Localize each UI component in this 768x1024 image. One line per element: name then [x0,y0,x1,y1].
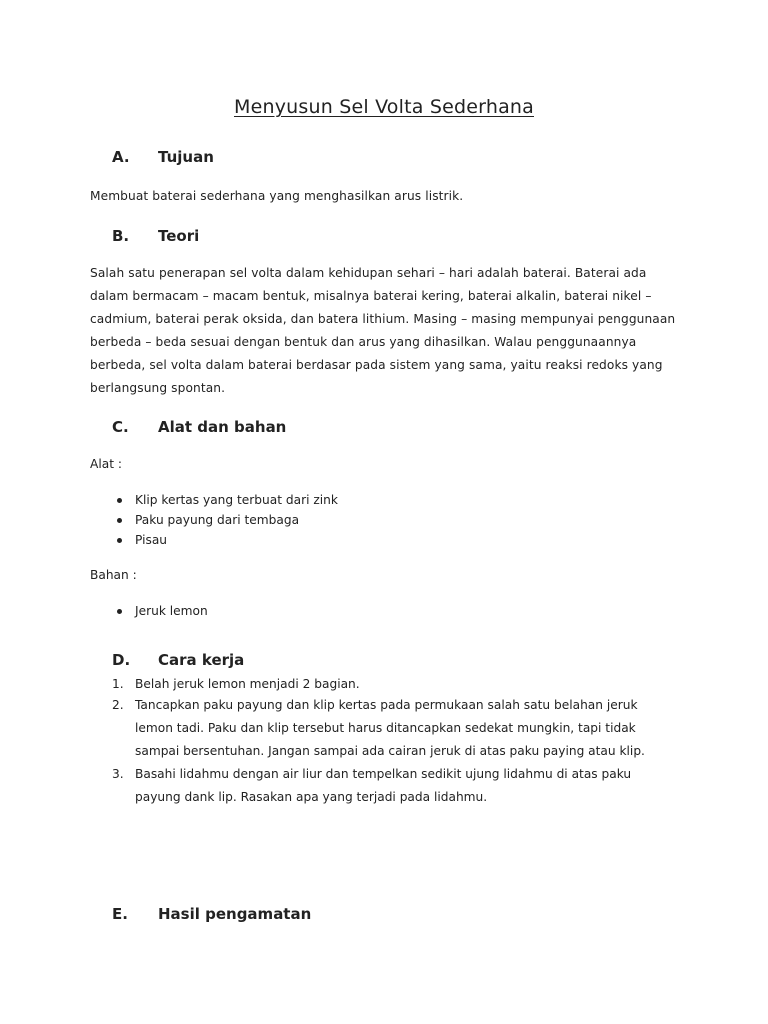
paragraph-line: berbeda, sel volta dalam baterai berdasar pada sistem yang sama, yaitu reaksi redoks yang [90,358,663,372]
list-item [90,601,208,621]
paragraph-line: Membuat baterai sederhana yang menghasilkan arus listrik. [90,189,464,203]
section-title: Alat dan bahan [158,418,287,436]
bahan-list [90,601,208,621]
section-title: Hasil pengamatan [158,905,312,923]
section-letter: E. [112,905,128,923]
bullet-icon [117,518,122,523]
bullet-icon [117,609,122,614]
section-letter: C. [112,418,129,436]
section-title: Teori [158,227,200,245]
step-item [90,674,645,694]
section-letter: D. [112,651,131,669]
section-heading-teori [112,227,199,245]
list-item [90,530,338,550]
list-item-text: Pisau [135,533,168,547]
step-number: 2. [112,698,124,712]
step-line: payung dank lip. Rasakan apa yang terjadi pada lidahmu. [135,790,488,804]
step-line: Basahi lidahmu dengan air liur dan tempelkan sedikit ujung lidahmu di atas paku [135,767,632,781]
section-heading-cara-kerja [112,651,244,669]
document-title-text: Menyusun Sel Volta Sederhana [233,96,534,118]
paragraph-line: cadmium, baterai perak oksida, dan batera lithium. Masing – masing mempunyai penggunaan [90,312,676,326]
paragraph-line: dalam bermacam – macam bentuk, misalnya baterai kering, baterai alkalin, baterai nikel – [90,289,652,303]
section-letter: B. [112,227,130,245]
step-item [90,763,645,809]
step-line: Tancapkan paku payung dan klip kertas pada permukaan salah satu belahan jeruk [135,698,638,712]
list-item [90,490,338,510]
bullet-icon [117,538,122,543]
section-heading-hasil-pengamatan [112,905,311,923]
section-title: Cara kerja [158,651,245,669]
alat-list [90,490,338,550]
tujuan-paragraph [90,185,690,208]
list-item-text: Klip kertas yang terbuat dari zink [135,493,338,507]
alat-label: Alat : [90,457,122,471]
list-item-text: Paku payung dari tembaga [135,513,300,527]
step-line: sampai bersentuhan. Jangan sampai ada cairan jeruk di atas paku paying atau klip. [135,744,645,758]
paragraph-line: berlangsung spontan. [90,381,226,395]
step-item [90,694,645,763]
step-number: 3. [112,767,124,781]
cara-kerja-steps [90,674,645,809]
step-line: lemon tadi. Paku dan klip tersebut harus ditancapkan sedekat mungkin, tapi tidak [135,721,636,735]
list-item-text: Jeruk lemon [135,604,208,618]
step-line: Belah jeruk lemon menjadi 2 bagian. [135,677,360,691]
section-title: Tujuan [158,148,214,166]
section-letter: A. [112,148,130,166]
paragraph-line: Salah satu penerapan sel volta dalam kehidupan sehari – hari adalah baterai. Baterai ada [90,266,647,280]
bullet-icon [117,498,122,503]
section-heading-alat-dan-bahan [112,418,286,436]
bahan-label: Bahan : [90,568,137,582]
document-title [0,96,768,118]
paragraph-line: berbeda – beda sesuai dengan bentuk dan arus yang dihasilkan. Walau penggunaannya [90,335,637,349]
section-heading-tujuan [112,148,214,166]
teori-paragraph [90,262,690,400]
list-item [90,510,338,530]
step-number: 1. [112,677,124,691]
